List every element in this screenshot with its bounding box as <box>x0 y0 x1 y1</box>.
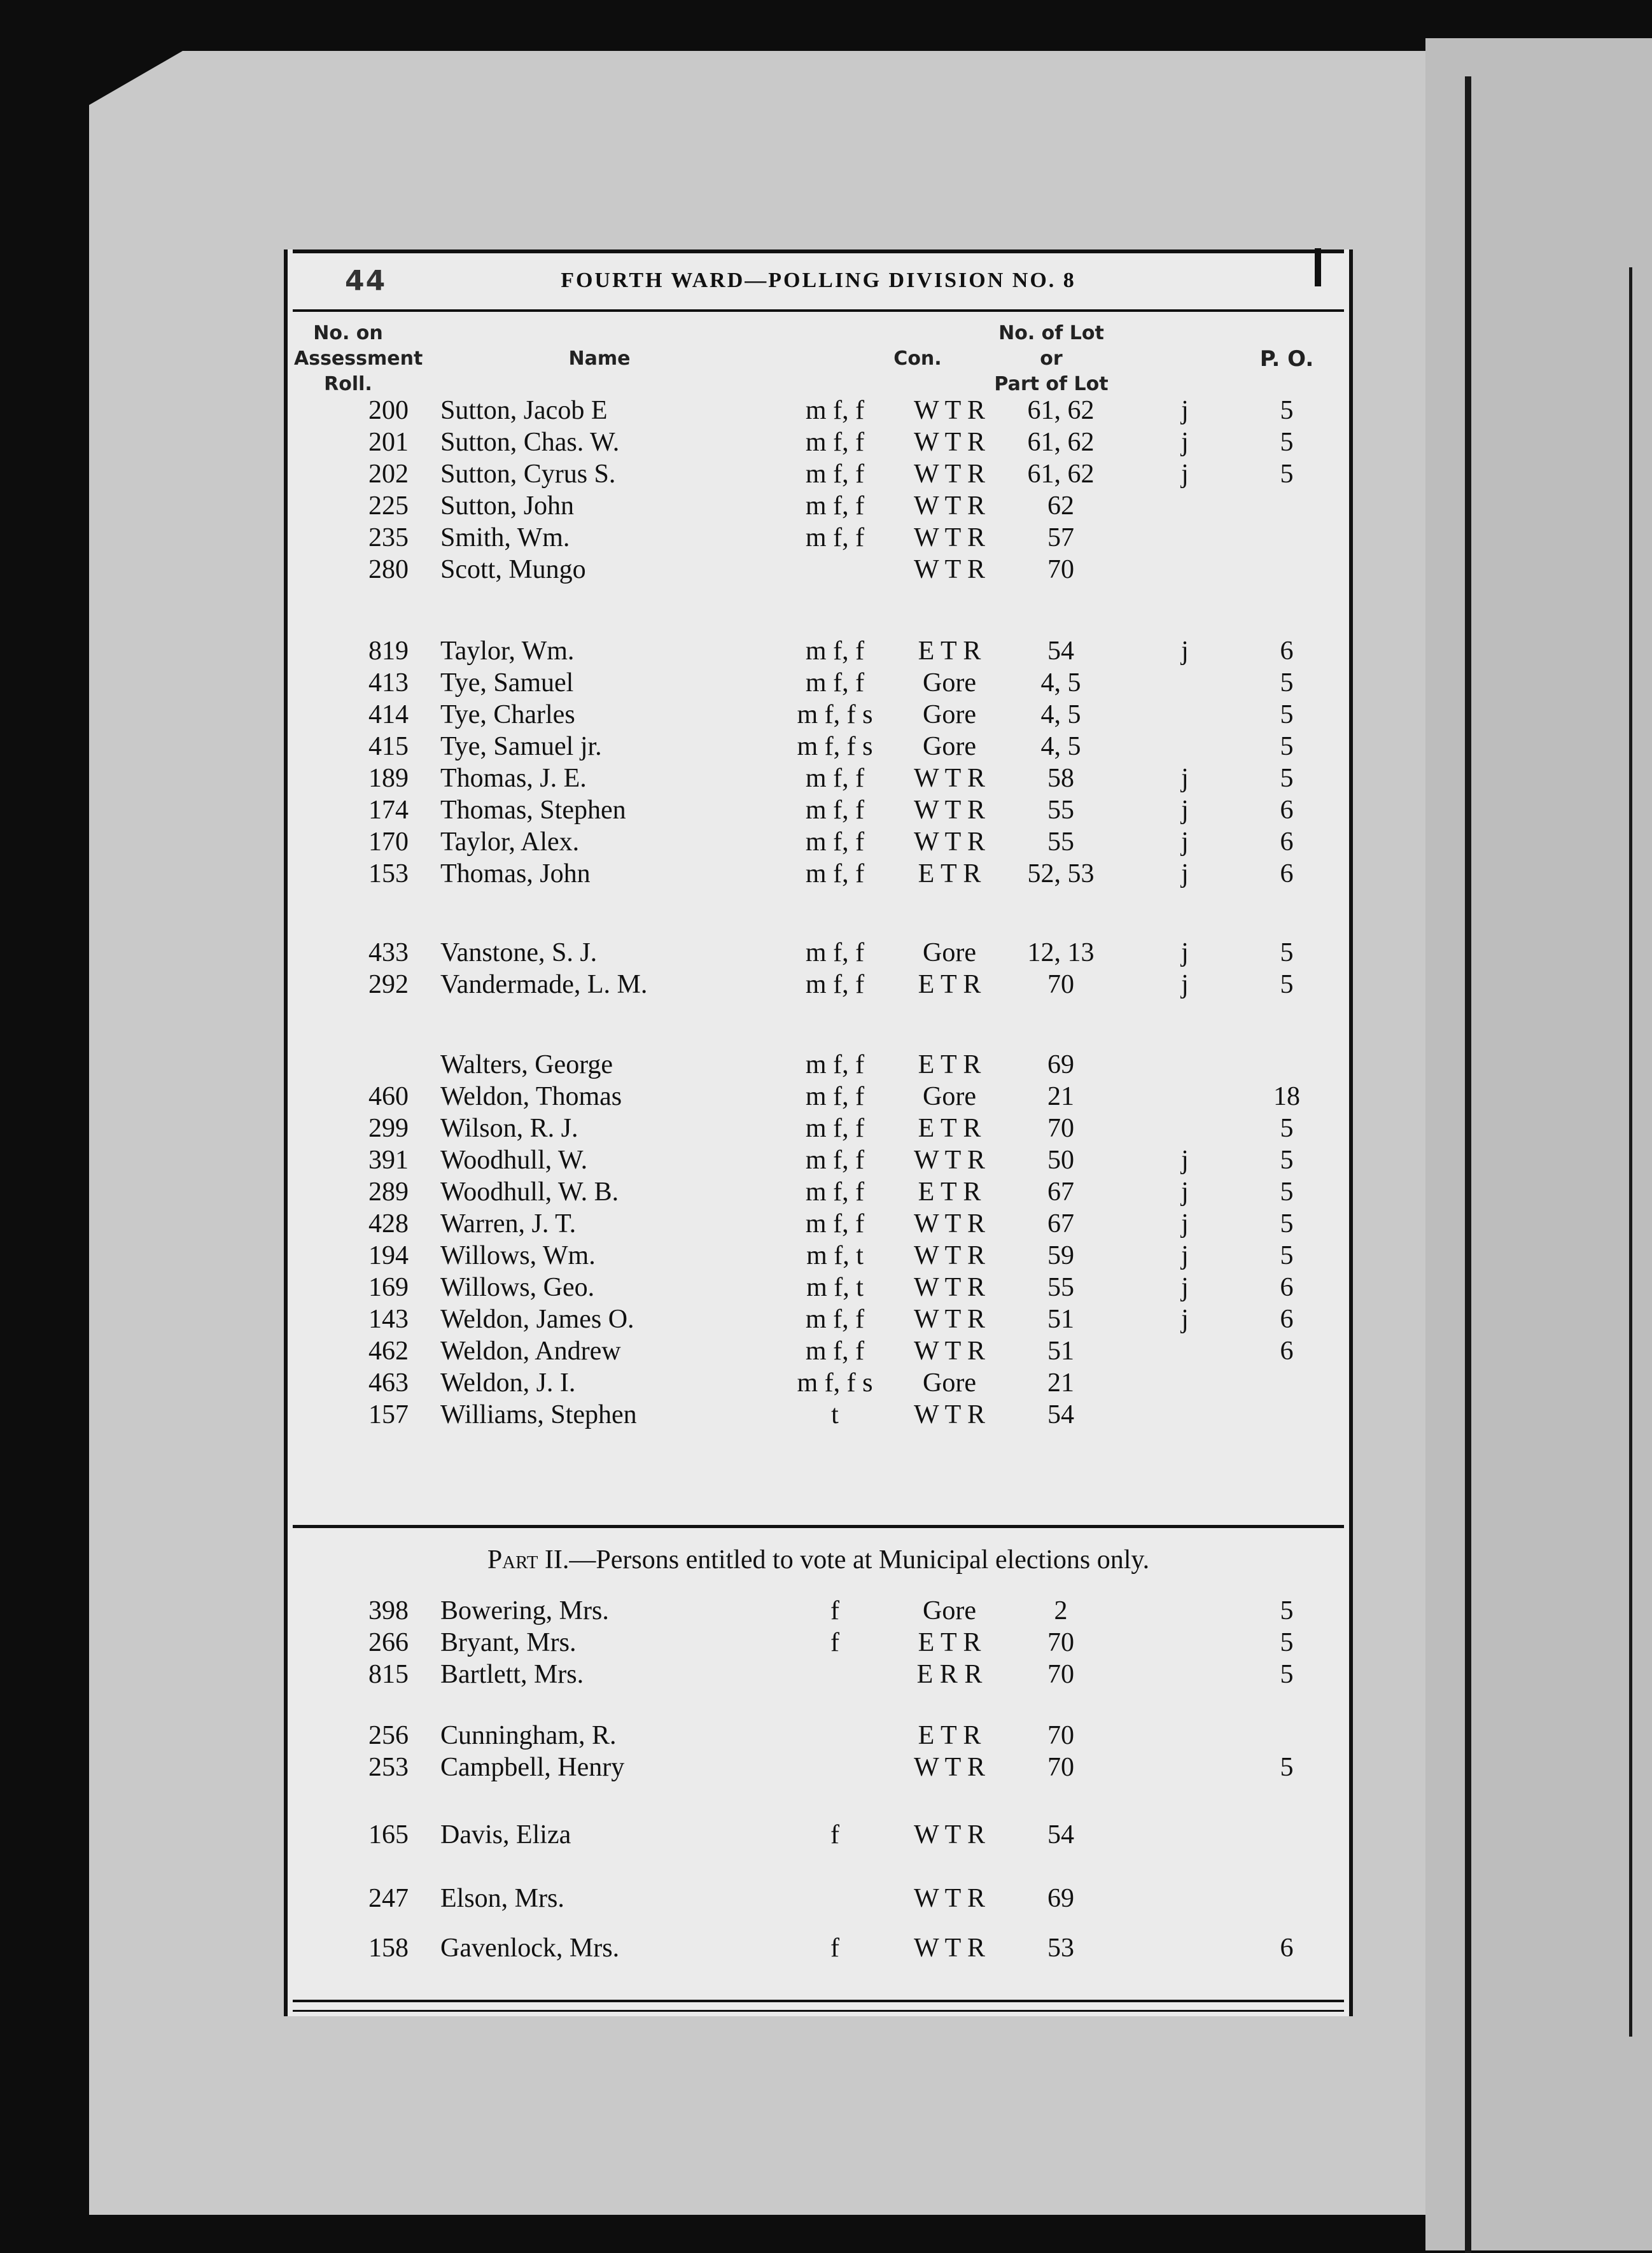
juror-mark: j <box>1181 796 1189 825</box>
table-row <box>288 937 1349 969</box>
table-row <box>288 1932 1349 1964</box>
concession: W T R <box>913 1934 986 1963</box>
post-office: 5 <box>1280 732 1294 761</box>
lot-number: 70 <box>1047 1753 1074 1782</box>
concession: W T R <box>913 796 986 825</box>
roll-number: 433 <box>368 938 409 967</box>
bottom-rule-2 <box>293 2010 1344 2012</box>
table-row <box>288 1720 1349 1751</box>
juror-mark: j <box>1181 1305 1189 1334</box>
table-row <box>288 426 1349 458</box>
qualification: m f, f <box>805 491 865 521</box>
table-row <box>288 490 1349 522</box>
concession: W T R <box>913 523 986 552</box>
lot-number: 2 <box>1054 1596 1068 1625</box>
part2-description: —Persons entitled to vote at Municipal elections only. <box>569 1545 1150 1575</box>
concession: W T R <box>913 555 986 584</box>
concession: E T R <box>918 1721 981 1750</box>
bottom-rule-1 <box>293 2000 1344 2002</box>
voter-name: Vanstone, S. J. <box>440 938 598 967</box>
lot-number: 55 <box>1047 827 1074 857</box>
table-row <box>288 858 1349 890</box>
roll-number: 815 <box>368 1660 409 1689</box>
voter-name: Tye, Charles <box>440 700 575 729</box>
roll-number: 819 <box>368 636 409 666</box>
post-office: 6 <box>1280 636 1294 666</box>
column-header-concession: Con. <box>893 347 942 370</box>
table-row <box>288 1367 1349 1399</box>
table-row <box>288 1399 1349 1431</box>
voter-name: Sutton, Jacob E <box>440 396 608 425</box>
roll-number: 201 <box>368 428 409 457</box>
concession: W T R <box>913 1273 986 1302</box>
section-divider <box>293 1525 1344 1528</box>
voter-name: Thomas, Stephen <box>440 796 626 825</box>
roll-number: 247 <box>368 1884 409 1913</box>
column-header-roll-number: No. on Assessment Roll. <box>294 322 423 395</box>
voter-name: Wilson, R. J. <box>440 1114 578 1143</box>
voter-name: Weldon, Andrew <box>440 1337 621 1366</box>
table-row <box>288 458 1349 490</box>
qualification: f <box>830 1934 839 1963</box>
qualification: t <box>831 1400 839 1429</box>
post-office: 6 <box>1280 1273 1294 1302</box>
table-row <box>288 1272 1349 1303</box>
lot-number: 70 <box>1047 1660 1074 1689</box>
qualification: f <box>830 1820 839 1849</box>
voter-name: Cunningham, R. <box>440 1721 617 1750</box>
juror-mark: j <box>1181 764 1189 793</box>
roll-number: 415 <box>368 732 409 761</box>
concession: E T R <box>918 970 981 999</box>
post-office: 5 <box>1280 970 1294 999</box>
roll-number: 266 <box>368 1628 409 1657</box>
lot-number: 54 <box>1047 1820 1074 1849</box>
qualification: m f, f <box>805 1050 865 1079</box>
concession: W T R <box>913 1305 986 1334</box>
roll-number: 158 <box>368 1934 409 1963</box>
qualification: m f, f <box>805 523 865 552</box>
juror-mark: j <box>1181 970 1189 999</box>
qualification: f <box>830 1596 839 1625</box>
lot-number: 51 <box>1047 1305 1074 1334</box>
qualification: m f, f <box>805 859 865 888</box>
voter-name: Sutton, Chas. W. <box>440 428 620 457</box>
voter-name: Thomas, John <box>440 859 591 888</box>
concession: W T R <box>913 460 986 489</box>
qualification: m f, f <box>805 796 865 825</box>
voter-name: Tye, Samuel <box>440 668 574 698</box>
concession: Gore <box>923 732 976 761</box>
post-office: 6 <box>1280 796 1294 825</box>
roll-number: 143 <box>368 1305 409 1334</box>
post-office: 5 <box>1280 1177 1294 1207</box>
post-office: 5 <box>1280 1146 1294 1175</box>
concession: W T R <box>913 1241 986 1270</box>
voter-name: Thomas, J. E. <box>440 764 587 793</box>
roll-number: 462 <box>368 1337 409 1366</box>
concession: Gore <box>923 668 976 698</box>
roll-number: 153 <box>368 859 409 888</box>
lot-number: 61, 62 <box>1027 428 1095 457</box>
table-row <box>288 554 1349 586</box>
lot-number: 70 <box>1047 1628 1074 1657</box>
voter-name: Willows, Wm. <box>440 1241 596 1270</box>
voters-list-page <box>284 249 1353 2016</box>
qualification: m f, f <box>805 764 865 793</box>
binding-rule <box>1465 76 1471 2253</box>
qualification: m f, f s <box>797 1368 873 1398</box>
qualification: f <box>830 1628 839 1657</box>
voter-name: Sutton, Cyrus S. <box>440 460 616 489</box>
lot-number: 55 <box>1047 796 1074 825</box>
juror-mark: j <box>1181 827 1189 857</box>
qualification: m f, t <box>806 1273 864 1302</box>
lot-number: 21 <box>1047 1082 1074 1111</box>
qualification: m f, f <box>805 668 865 698</box>
qualification: m f, f <box>805 1082 865 1111</box>
table-row <box>288 667 1349 699</box>
roll-number: 189 <box>368 764 409 793</box>
voter-name: Warren, J. T. <box>440 1209 577 1239</box>
juror-mark: j <box>1181 1146 1189 1175</box>
roll-number: 253 <box>368 1753 409 1782</box>
roll-number: 235 <box>368 523 409 552</box>
voter-name: Walters, George <box>440 1050 613 1079</box>
table-row <box>288 635 1349 667</box>
concession: E T R <box>918 1177 981 1207</box>
lot-number: 58 <box>1047 764 1074 793</box>
lot-number: 4, 5 <box>1040 732 1081 761</box>
concession: E T R <box>918 1628 981 1657</box>
qualification: m f, f <box>805 1146 865 1175</box>
lot-number: 53 <box>1047 1934 1074 1963</box>
lot-number: 12, 13 <box>1027 938 1095 967</box>
concession: E T R <box>918 859 981 888</box>
part2-heading <box>288 1544 1349 1576</box>
post-office: 5 <box>1280 1114 1294 1143</box>
roll-number: 170 <box>368 827 409 857</box>
post-office: 5 <box>1280 428 1294 457</box>
post-office: 5 <box>1280 1660 1294 1689</box>
lot-number: 52, 53 <box>1027 859 1095 888</box>
concession: E T R <box>918 1050 981 1079</box>
header-top-rule <box>293 249 1344 253</box>
lot-number: 61, 62 <box>1027 460 1095 489</box>
table-row <box>288 1335 1349 1367</box>
post-office: 6 <box>1280 827 1294 857</box>
voter-name: Bryant, Mrs. <box>440 1628 577 1657</box>
concession: W T R <box>913 1209 986 1239</box>
lot-number: 70 <box>1047 970 1074 999</box>
juror-mark: j <box>1181 460 1189 489</box>
qualification: m f, f <box>805 1209 865 1239</box>
table-row <box>288 1819 1349 1851</box>
lot-number: 67 <box>1047 1209 1074 1239</box>
juror-mark: j <box>1181 859 1189 888</box>
concession: W T R <box>913 1146 986 1175</box>
voter-name: Davis, Eliza <box>440 1820 571 1849</box>
table-row <box>288 1176 1349 1208</box>
table-row <box>288 1240 1349 1272</box>
roll-number: 174 <box>368 796 409 825</box>
table-row <box>288 1144 1349 1176</box>
concession: W T R <box>913 1337 986 1366</box>
lot-number: 69 <box>1047 1050 1074 1079</box>
page-title: FOURTH WARD—POLLING DIVISION NO. 8 <box>561 269 1076 292</box>
voter-name: Woodhull, W. <box>440 1146 588 1175</box>
roll-number: 202 <box>368 460 409 489</box>
voter-name: Sutton, John <box>440 491 575 521</box>
table-row <box>288 1659 1349 1690</box>
lot-number: 55 <box>1047 1273 1074 1302</box>
post-office: 5 <box>1280 668 1294 698</box>
table-row <box>288 1303 1349 1335</box>
page-header <box>288 261 1349 308</box>
qualification: m f, f <box>805 970 865 999</box>
post-office: 5 <box>1280 1753 1294 1782</box>
concession: E T R <box>918 636 981 666</box>
voter-name: Vandermade, L. M. <box>440 970 648 999</box>
juror-mark: j <box>1181 938 1189 967</box>
header-bottom-rule <box>293 309 1344 312</box>
lot-number: 62 <box>1047 491 1074 521</box>
qualification: m f, f s <box>797 700 873 729</box>
concession: Gore <box>923 1596 976 1625</box>
table-row <box>288 395 1349 426</box>
roll-number: 391 <box>368 1146 409 1175</box>
table-row <box>288 522 1349 554</box>
column-header-lot: No. of Lot or Part of Lot <box>994 322 1109 395</box>
post-office: 5 <box>1280 1628 1294 1657</box>
juror-mark: j <box>1181 428 1189 457</box>
concession: W T R <box>913 764 986 793</box>
voter-name: Weldon, Thomas <box>440 1082 622 1111</box>
concession: W T R <box>913 491 986 521</box>
voter-name: Tye, Samuel jr. <box>440 732 602 761</box>
voter-name: Williams, Stephen <box>440 1400 637 1429</box>
roll-number: 292 <box>368 970 409 999</box>
post-office: 6 <box>1280 859 1294 888</box>
lot-number: 69 <box>1047 1884 1074 1913</box>
concession: Gore <box>923 700 976 729</box>
roll-number: 169 <box>368 1273 409 1302</box>
table-row <box>288 1049 1349 1081</box>
qualification: m f, f <box>805 428 865 457</box>
roll-number: 289 <box>368 1177 409 1207</box>
post-office: 18 <box>1273 1082 1300 1111</box>
lot-number: 21 <box>1047 1368 1074 1398</box>
qualification: m f, f <box>805 636 865 666</box>
table-row <box>288 826 1349 858</box>
lot-number: 70 <box>1047 555 1074 584</box>
voter-name: Woodhull, W. B. <box>440 1177 619 1207</box>
voter-name: Campbell, Henry <box>440 1753 625 1782</box>
table-row <box>288 969 1349 1000</box>
part2-label: Part II. <box>487 1545 570 1575</box>
voter-name: Weldon, James O. <box>440 1305 634 1334</box>
qualification: m f, f <box>805 396 865 425</box>
roll-number: 157 <box>368 1400 409 1429</box>
table-row <box>288 1112 1349 1144</box>
concession: Gore <box>923 1082 976 1111</box>
post-office: 6 <box>1280 1934 1294 1963</box>
lot-number: 67 <box>1047 1177 1074 1207</box>
lot-number: 54 <box>1047 636 1074 666</box>
table-row <box>288 1595 1349 1627</box>
roll-number: 165 <box>368 1820 409 1849</box>
juror-mark: j <box>1181 1209 1189 1239</box>
qualification: m f, f s <box>797 732 873 761</box>
post-office: 6 <box>1280 1337 1294 1366</box>
post-office: 5 <box>1280 1596 1294 1625</box>
roll-number: 225 <box>368 491 409 521</box>
concession: E R R <box>916 1660 983 1689</box>
post-office: 5 <box>1280 396 1294 425</box>
qualification: m f, f <box>805 1305 865 1334</box>
roll-number: 428 <box>368 1209 409 1239</box>
table-row <box>288 699 1349 731</box>
concession: W T R <box>913 1400 986 1429</box>
post-office: 5 <box>1280 700 1294 729</box>
post-office: 5 <box>1280 764 1294 793</box>
concession: W T R <box>913 827 986 857</box>
concession: W T R <box>913 1753 986 1782</box>
lot-number: 4, 5 <box>1040 668 1081 698</box>
voter-name: Taylor, Alex. <box>440 827 580 857</box>
header-mark <box>1315 248 1321 286</box>
post-office: 5 <box>1280 1241 1294 1270</box>
lot-number: 4, 5 <box>1040 700 1081 729</box>
lot-number: 59 <box>1047 1241 1074 1270</box>
juror-mark: j <box>1181 1273 1189 1302</box>
voter-name: Taylor, Wm. <box>440 636 575 666</box>
qualification: m f, f <box>805 827 865 857</box>
voter-name: Gavenlock, Mrs. <box>440 1934 620 1963</box>
roll-number: 194 <box>368 1241 409 1270</box>
concession: W T R <box>913 396 986 425</box>
voter-name: Elson, Mrs. <box>440 1884 564 1913</box>
lot-number: 70 <box>1047 1114 1074 1143</box>
table-row <box>288 794 1349 826</box>
juror-mark: j <box>1181 396 1189 425</box>
qualification: m f, f <box>805 938 865 967</box>
lot-number: 50 <box>1047 1146 1074 1175</box>
table-row <box>288 1883 1349 1914</box>
qualification: m f, t <box>806 1241 864 1270</box>
roll-number: 256 <box>368 1721 409 1750</box>
juror-mark: j <box>1181 1177 1189 1207</box>
concession: E T R <box>918 1114 981 1143</box>
table-row <box>288 1081 1349 1112</box>
qualification: m f, f <box>805 1177 865 1207</box>
roll-number: 200 <box>368 396 409 425</box>
concession: W T R <box>913 428 986 457</box>
concession: Gore <box>923 1368 976 1398</box>
roll-number: 463 <box>368 1368 409 1398</box>
lot-number: 57 <box>1047 523 1074 552</box>
adjacent-page-bracket <box>1629 267 1652 2037</box>
voter-name: Smith, Wm. <box>440 523 570 552</box>
column-header-post-office: P. O. <box>1259 346 1314 372</box>
concession: W T R <box>913 1884 986 1913</box>
lot-number: 70 <box>1047 1721 1074 1750</box>
post-office: 5 <box>1280 1209 1294 1239</box>
voter-name: Bowering, Mrs. <box>440 1596 609 1625</box>
table-row <box>288 762 1349 794</box>
table-row <box>288 1208 1349 1240</box>
lot-number: 61, 62 <box>1027 396 1095 425</box>
voter-name: Bartlett, Mrs. <box>440 1660 584 1689</box>
roll-number: 414 <box>368 700 409 729</box>
column-header-name: Name <box>568 347 631 370</box>
voter-name: Scott, Mungo <box>440 555 586 584</box>
lot-number: 51 <box>1047 1337 1074 1366</box>
roll-number: 398 <box>368 1596 409 1625</box>
roll-number: 299 <box>368 1114 409 1143</box>
table-row <box>288 1627 1349 1659</box>
qualification: m f, f <box>805 1337 865 1366</box>
roll-number: 413 <box>368 668 409 698</box>
table-row <box>288 731 1349 762</box>
post-office: 6 <box>1280 1305 1294 1334</box>
table-row <box>288 1751 1349 1783</box>
page-number: 44 <box>345 265 387 297</box>
roll-number: 280 <box>368 555 409 584</box>
qualification: m f, f <box>805 460 865 489</box>
qualification: m f, f <box>805 1114 865 1143</box>
post-office: 5 <box>1280 938 1294 967</box>
concession: W T R <box>913 1820 986 1849</box>
lot-number: 54 <box>1047 1400 1074 1429</box>
roll-number: 460 <box>368 1082 409 1111</box>
concession: Gore <box>923 938 976 967</box>
voter-name: Willows, Geo. <box>440 1273 595 1302</box>
post-office: 5 <box>1280 460 1294 489</box>
voter-name: Weldon, J. I. <box>440 1368 576 1398</box>
juror-mark: j <box>1181 1241 1189 1270</box>
adjacent-page-edge <box>1425 38 1652 2250</box>
juror-mark: j <box>1181 636 1189 666</box>
